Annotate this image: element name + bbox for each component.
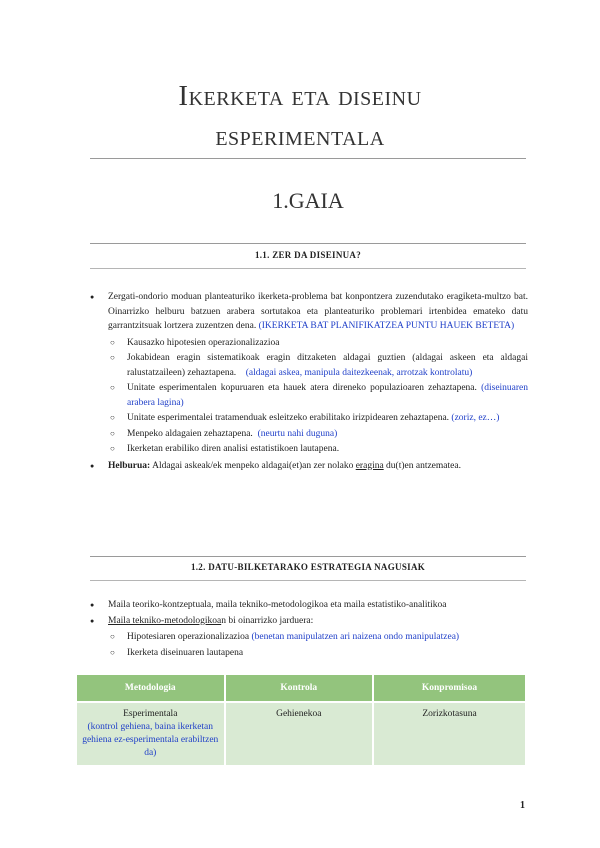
methodology-value: Esperimentala <box>123 709 178 719</box>
list-item <box>88 459 528 474</box>
section1-heading: 1.1. ZER DA DISEINUA? <box>254 250 362 260</box>
goal-text-before: Aldagai askeak/ek menpeko aldagai(et)an zer nolako <box>150 460 356 471</box>
table-header: Konpromisoa <box>374 675 525 701</box>
section2-list <box>88 598 528 662</box>
goal-text-underlined: eragina <box>355 460 384 471</box>
sub-item <box>108 381 528 410</box>
definition-text: Zergati-ondorio moduan planteaturiko ikerketa-problema bat konpontzera zuzendutako eragiketa-multzo bat. Oinarrizko helburu batzuen arabera sortutakoa eta planteaturiko problemari irtenbidea emateko datu garrantzitsuak lortzera zuzentzen dena. <box>108 292 528 331</box>
goal-text-after: du(t)en antzematea. <box>383 460 461 471</box>
list-item <box>88 614 528 661</box>
section2-rule-bottom <box>90 580 526 581</box>
title-line-1: Ikerketa eta diseinu <box>178 80 422 112</box>
section2-heading: 1.2. DATU-BILKETARAKO ESTRATEGIA NAGUSIAK <box>190 562 426 572</box>
table-header: Kontrola <box>226 675 373 701</box>
methodology-table <box>75 673 527 767</box>
chapter-heading: 1.GAIA <box>272 188 344 213</box>
table-header-row <box>77 675 525 701</box>
sub-item-text: Kausazko hipotesien operazionalizazioa <box>127 337 280 348</box>
levels-text: Maila teoriko-kontzeptuala, maila tekniko-metodologikoa eta maila estatistiko-analitikoa <box>108 600 447 610</box>
goal-label: Helburua: <box>108 460 151 471</box>
section1-rule-bottom <box>90 268 526 269</box>
sub-item-text: Ikerketa diseinuaren lautapena <box>127 647 244 658</box>
title-line-2: esperimentala <box>215 120 385 152</box>
method-level-text: n bi oinarrizko jarduera: <box>221 615 314 626</box>
sub-item-note: (aldagai askea, manipula daitezkeenak, arrotzak kontrolatu) <box>245 367 473 378</box>
list-item <box>88 598 528 613</box>
sub-item <box>108 411 528 426</box>
sub-item <box>108 442 528 457</box>
sub-item-text: Unitate esperimentalen kopuruaren eta hauek atera direneko populazioaren zehaztapena. <box>127 383 477 393</box>
sub-item <box>108 336 528 351</box>
sub-item <box>108 351 528 380</box>
sub-item-note: (benetan manipulatzen ari naizena ondo manipulatzea) <box>251 632 460 642</box>
sub-item-text: Menpeko aldagaien zehaztapena. <box>127 428 253 439</box>
section1-list <box>88 290 528 474</box>
sub-item <box>108 630 528 645</box>
sub-item-note: (neurtu nahi duguna) <box>257 428 338 439</box>
section1-rule-top <box>90 243 526 244</box>
sub-list <box>108 630 528 660</box>
sub-list <box>108 336 528 457</box>
table-cell-methodology <box>77 703 224 765</box>
table-row <box>77 703 525 765</box>
sub-item-text: Jokabidean eragin sistematikoak eragin ditzaketen aldagai guztien (aldagai askeen eta aldagai ralustatzaileen) zehaztapena. <box>127 353 528 378</box>
list-item <box>88 290 528 457</box>
sub-item <box>108 427 528 442</box>
table-cell-control: Gehienekoa <box>226 703 373 765</box>
methodology-note: (kontrol gehiena, baina ikerketan gehiena ez-esperimentala erabiltzen da) <box>82 722 219 758</box>
page-number: 1 <box>520 800 525 811</box>
sub-item-text: Hipotesiaren operazionalizazioa <box>127 632 250 642</box>
title-rule <box>90 158 526 159</box>
sub-item <box>108 646 528 661</box>
document-title <box>90 76 510 156</box>
method-level-underlined: Maila tekniko-metodologikoa <box>108 615 222 626</box>
table-header: Metodologia <box>77 675 224 701</box>
sub-item-note: (zoriz, ez…) <box>451 413 500 423</box>
sub-item-text: Unitate esperimentalei tratamenduak esleitzeko erabilitako irizpidearen zehaztapena. <box>127 413 450 423</box>
section2-rule-top <box>90 556 526 557</box>
table-cell-commitment: Zorizkotasuna <box>374 703 525 765</box>
definition-note: (IKERKETA BAT PLANIFIKATZEA PUNTU HAUEK BETETA) <box>258 321 515 331</box>
sub-item-text: Ikerketan erabiliko diren analisi estatistikoen lautapena. <box>127 444 340 454</box>
sub-item-note: (diseinuaren arabera lagina) <box>127 383 529 408</box>
